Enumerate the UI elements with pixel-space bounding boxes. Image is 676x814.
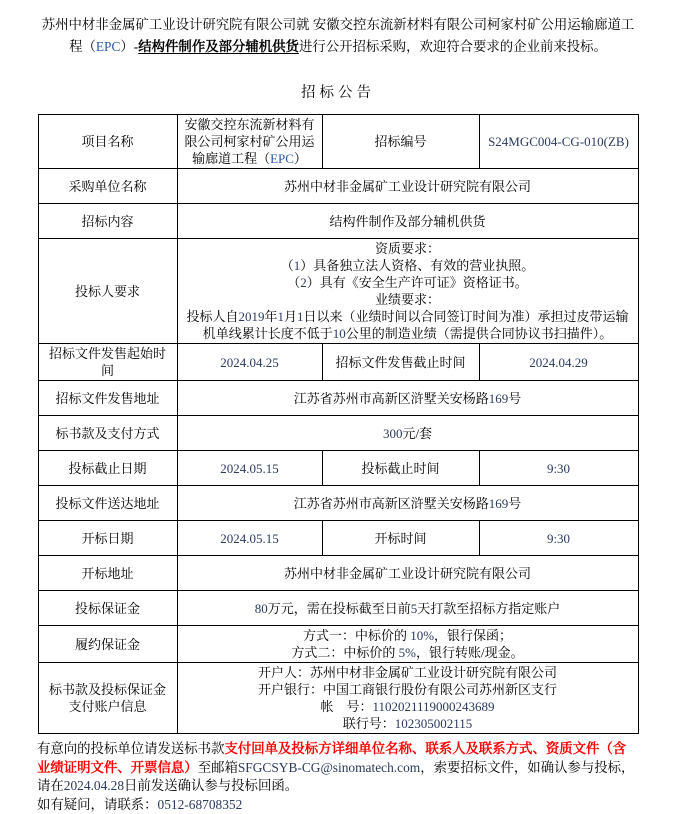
tender-code-value: S24MGC004-CG-010(ZB)	[479, 115, 638, 169]
bid-opening-date-label: 开标日期	[38, 521, 177, 556]
performance-bond-label: 履约保证金	[38, 626, 177, 663]
row-purchaser-name	[38, 169, 638, 204]
bid-deadline-time-label: 投标截止时间	[322, 451, 479, 486]
project-name-label: 项目名称	[38, 115, 177, 169]
row-project-name	[38, 115, 638, 169]
bid-opening-time-value: 9:30	[479, 521, 638, 556]
row-payment-account	[38, 663, 638, 734]
doc-sale-address-label: 招标文件发售地址	[38, 381, 177, 416]
bid-delivery-address-value: 江苏省苏州市高新区浒墅关安杨路169号	[177, 486, 638, 521]
requirement-line: 资质要求：	[184, 240, 632, 257]
tender-code-label: 招标编号	[322, 115, 479, 169]
performance-bond-value	[177, 626, 638, 663]
footer-contact: 如有疑问，请联系：0512-68708352	[37, 796, 639, 814]
row-bid-bond	[38, 591, 638, 626]
requirement-line: （2）具有《安全生产许可证》资格证书。	[184, 274, 632, 291]
bid-deadline-date-label: 投标截止日期	[38, 451, 177, 486]
bid-opening-address-label: 开标地址	[38, 556, 177, 591]
row-bidder-requirements	[38, 239, 638, 344]
row-bid-deadline	[38, 451, 638, 486]
row-doc-fee	[38, 416, 638, 451]
page-title: 招标公告	[0, 81, 676, 102]
payment-account-line: 开户人：苏州中材非金属矿工业设计研究院有限公司	[184, 664, 632, 681]
doc-fee-label: 标书款及支付方式	[38, 416, 177, 451]
payment-account-line: 联行号：102305002115	[184, 715, 632, 732]
tender-announcement-page	[0, 14, 676, 814]
tender-content-value: 结构件制作及部分辅机供货	[177, 204, 638, 239]
tender-info-table	[38, 114, 639, 734]
doc-sale-start-label: 招标文件发售起始时间	[38, 344, 177, 381]
row-tender-content	[38, 204, 638, 239]
row-bid-opening-datetime	[38, 521, 638, 556]
intro-paragraph: 苏州中材非金属矿工业设计研究院有限公司就 安徽交控东流新材料有限公司柯家村矿公用运输廊道工程（EPC）-结构件制作及部分辅机供货进行公开招标采购，欢迎符合要求的企业前来投标。	[37, 14, 639, 58]
bid-delivery-address-label: 投标文件送达地址	[38, 486, 177, 521]
row-bid-delivery-address	[38, 486, 638, 521]
bid-deadline-time-value: 9:30	[479, 451, 638, 486]
bid-bond-value: 80万元，需在投标截至日前5天打款至招标方指定账户	[177, 591, 638, 626]
project-name-value: 安徽交控东流新材料有限公司柯家村矿公用运输廊道工程（EPC）	[177, 115, 322, 169]
payment-account-line: 帐 号：1102021119000243689	[184, 698, 632, 715]
row-performance-bond	[38, 626, 638, 663]
purchaser-name-value: 苏州中材非金属矿工业设计研究院有限公司	[177, 169, 638, 204]
bid-opening-date-value: 2024.05.15	[177, 521, 322, 556]
doc-sale-start-value: 2024.04.25	[177, 344, 322, 381]
footer-instructions: 有意向的投标单位请发送标书款支付回单及投标方详细单位名称、联系人及联系方式、资质文件（含业绩证明文件、开票信息）至邮箱SFGCSYB-CG@sinomatech.com，索要招标文件，如确认参与投标，请在2024.04.28日前发送确认参与投标回函。	[37, 740, 639, 796]
doc-fee-value: 300元/套	[177, 416, 638, 451]
row-doc-sale-address	[38, 381, 638, 416]
bid-opening-address-value: 苏州中材非金属矿工业设计研究院有限公司	[177, 556, 638, 591]
doc-sale-end-value: 2024.04.29	[479, 344, 638, 381]
requirement-line: 投标人自2019年1月1日以来（业绩时间以合同签订时间为准）承担过皮带运输机单线累计长度不低于10公里的制造业绩（需提供合同协议书扫描件）。	[184, 308, 632, 342]
performance-bond-line: 方式二：中标价的 5%，银行转账/现金。	[184, 644, 632, 661]
requirement-line: （1）具备独立法人资格、有效的营业执照。	[184, 257, 632, 274]
row-doc-sale-time	[38, 344, 638, 381]
bidder-requirements-value	[177, 239, 638, 344]
bid-deadline-date-value: 2024.05.15	[177, 451, 322, 486]
footer-notes	[37, 740, 639, 814]
purchaser-name-label: 采购单位名称	[38, 169, 177, 204]
performance-bond-line: 方式一：中标价的 10%，银行保函；	[184, 627, 632, 644]
requirement-line: 业绩要求：	[184, 291, 632, 308]
doc-sale-address-value: 江苏省苏州市高新区浒墅关安杨路169号	[177, 381, 638, 416]
payment-account-value	[177, 663, 638, 734]
row-bid-opening-address	[38, 556, 638, 591]
tender-content-label: 招标内容	[38, 204, 177, 239]
bidder-requirements-label: 投标人要求	[38, 239, 177, 344]
doc-sale-end-label: 招标文件发售截止时间	[322, 344, 479, 381]
payment-account-line: 开户银行：中国工商银行股份有限公司苏州新区支行	[184, 681, 632, 698]
bid-opening-time-label: 开标时间	[322, 521, 479, 556]
payment-account-label: 标书款及投标保证金支付账户信息	[38, 663, 177, 734]
bid-bond-label: 投标保证金	[38, 591, 177, 626]
